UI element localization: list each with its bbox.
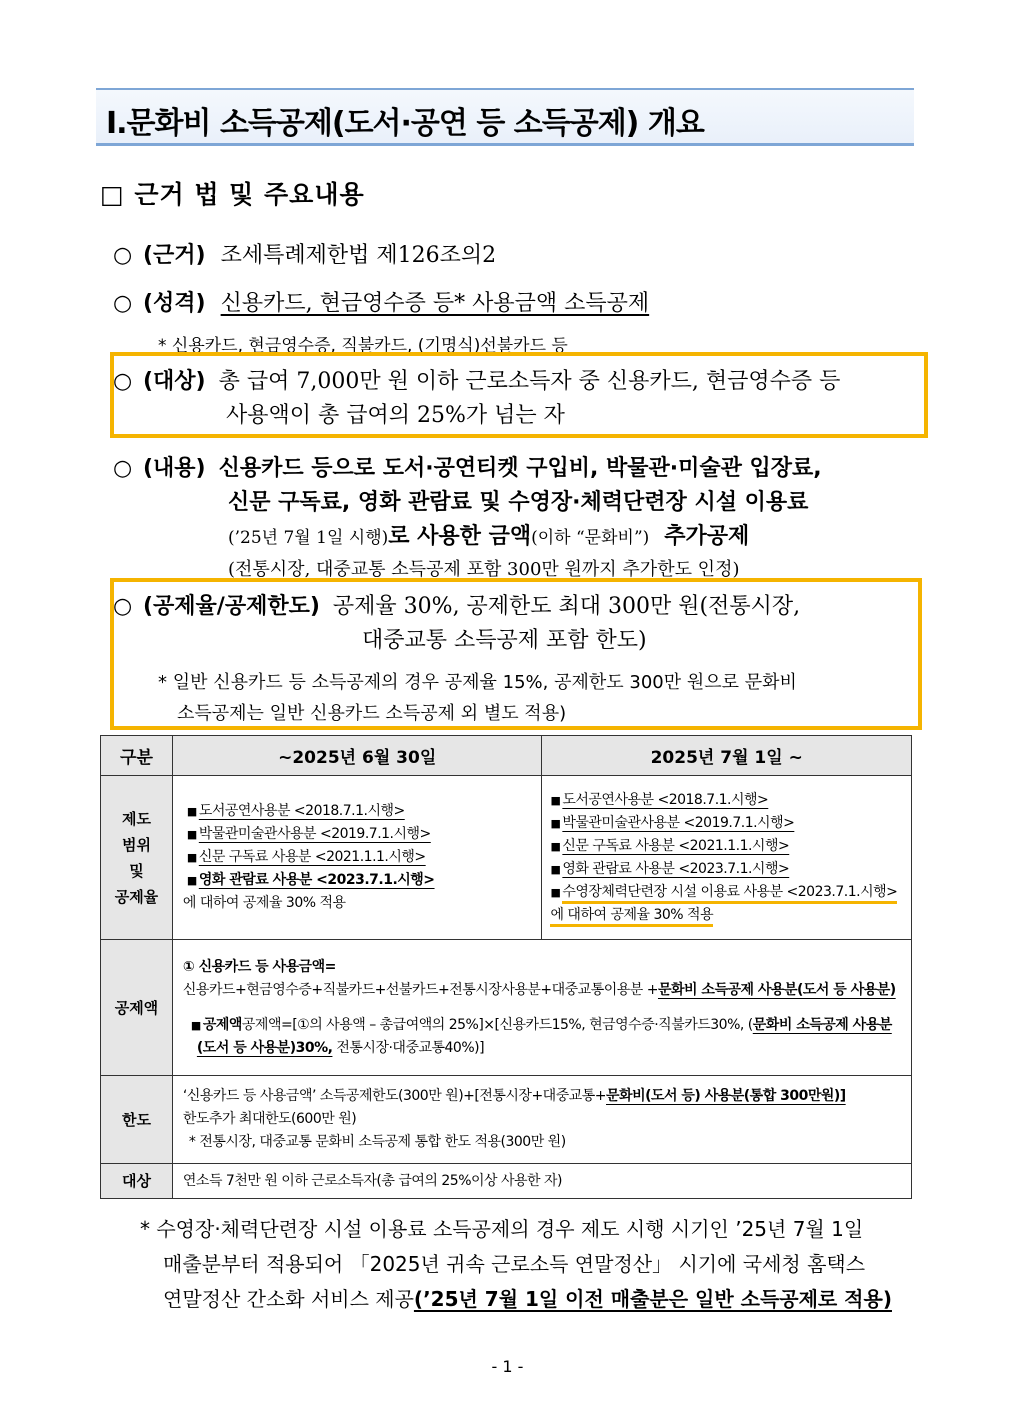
list-item: ■ 박물관미술관사용분 <2019.7.1.시행>: [186, 826, 431, 842]
bullet-marker: ○: [113, 243, 133, 268]
table-row-target: [101, 1164, 912, 1199]
basis-text: 조세특례제한법 제126조의2: [220, 243, 497, 268]
footnote-line2: 매출분부터 적용되어 「2025년 귀속 근로소득 연말정산」 시기에 국세청 홈택스: [163, 1252, 866, 1276]
list-item: ■ 수영장체력단련장 시설 이용료 사용분 <2023.7.1.시행>: [550, 881, 901, 904]
bullet-marker: ○: [113, 456, 133, 481]
bullet-marker: ○: [113, 594, 133, 619]
row-head-target: 대상: [101, 1164, 173, 1199]
content-line4: (전통시장, 대중교통 소득공제 포함 300만 원까지 추가한도 인정): [228, 559, 740, 580]
table-row-scope: [101, 776, 912, 940]
target-label: (대상): [143, 369, 206, 394]
table-header-row: [101, 736, 912, 776]
list-item: ■ 도서공연사용분 <2018.7.1.시행>: [550, 791, 769, 808]
basis-label: (근거): [143, 243, 206, 268]
target-line1: 총 급여 7,000만 원 이하 근로소득자 중 신용카드, 현금영수증 등: [218, 369, 841, 394]
scope-after-tail: 에 대하여 공제율 30% 적용: [550, 904, 901, 927]
bullet-marker: ○: [113, 369, 133, 394]
bullet-basis: [113, 238, 496, 269]
content-line2: 신문 구독료, 영화 관람료 및 수영장·체력단련장 시설 이용료: [228, 490, 809, 515]
footnote-line1: * 수영장·체력단련장 시설 이용료 소득공제의 경우 제도 시행 시기인 ’25년 7월 1일: [140, 1217, 864, 1241]
header-before: ~2025년 6월 30일: [172, 736, 542, 776]
target-cell: 연소득 7천만 원 이하 근로소득자(총 급여의 25%이상 사용한 자): [172, 1164, 911, 1199]
bullet-target: [113, 364, 840, 395]
nature-note: * 신용카드, 현금영수증, 직불카드, (기명식)선불카드 등: [158, 336, 568, 356]
table-row-amount: [101, 940, 912, 1076]
content-label: (내용): [143, 456, 206, 481]
bullet-rate: [113, 589, 800, 620]
title-bar: [96, 88, 914, 146]
header-after: 2025년 7월 1일 ~: [542, 736, 912, 776]
page-title: Ⅰ.문화비 소득공제(도서·공연 등 소득공제) 개요: [106, 106, 704, 141]
page-number: - 1 -: [491, 1357, 524, 1376]
content-line1: 신용카드 등으로 도서·공연티켓 구입비, 박물관·미술관 입장료,: [218, 456, 822, 481]
rate-line1: 공제율 30%, 공제한도 최대 300만 원(전통시장,: [332, 594, 801, 619]
bullet-marker: ○: [113, 291, 133, 316]
row-head-limit: 한도: [101, 1076, 173, 1164]
list-item: ■ 박물관미술관사용분 <2019.7.1.시행>: [550, 814, 795, 831]
amount-cell: ① 신용카드 등 사용금액= 신용카드+현금영수증+직불카드+선불카드+전통시장사용분+대중교통이용분 +문화비 소득공제 사용분(도서 등 사용분) ■ 공제액공제액=[①의 사용액 – 총급여액의 25%]×[신용카드15%, 현금영수증·직불카드30%, (문화비 소득공제 사용분 (도서 등 사용분)30%, 전통시장·대중교통40%)]: [172, 940, 911, 1076]
table-row-limit: [101, 1076, 912, 1164]
bullet-content: [113, 451, 822, 482]
row-head-scope: 제도 범위 및 공제율: [101, 776, 173, 940]
limit-cell: ‘신용카드 등 사용금액’ 소득공제한도(300만 원)+[전통시장+대중교통+문화비(도서 등) 사용분(통합 300만원)] 한도추가 최대한도(600만 원) * 전통시장, 대중교통 문화비 소득공제 통합 한도 적용(300만 원): [172, 1076, 911, 1164]
rate-note1: * 일반 신용카드 등 소득공제의 경우 공제율 15%, 공제한도 300만 원으로 문화비: [158, 672, 797, 693]
list-item: ■ 영화 관람료 사용분 <2023.7.1.시행>: [186, 872, 435, 888]
footnote-line3: 연말정산 간소화 서비스 제공(’25년 7월 1일 이전 매출분은 일반 소득공제로 적용): [163, 1287, 892, 1311]
list-item: ■ 도서공연사용분 <2018.7.1.시행>: [186, 803, 405, 819]
bullet-nature: [113, 286, 649, 317]
header-category: 구분: [101, 736, 173, 776]
list-item: ■ 신문 구독료 사용분 <2021.1.1.시행>: [550, 837, 790, 854]
rate-line2: 대중교통 소득공제 포함 한도): [362, 628, 647, 653]
target-line2: 사용액이 총 급여의 25%가 넘는 자: [226, 403, 565, 428]
scope-before-cell: ■ 도서공연사용분 <2018.7.1.시행> ■ 박물관미술관사용분 <2019.7.1.시행> ■ 신문 구독료 사용분 <2021.1.1.시행> ■ 영화 관람료 사용분 <2023.7.1.시행> 에 대하여 공제율 30% 적용: [172, 776, 542, 940]
section-heading: □ 근거 법 및 주요내용: [100, 180, 365, 209]
comparison-table: [100, 735, 912, 1199]
row-head-amount: 공제액: [101, 940, 173, 1076]
list-item: ■ 영화 관람료 사용분 <2023.7.1.시행>: [550, 860, 790, 877]
scope-after-cell: [542, 776, 912, 940]
list-item: ■ 신문 구독료 사용분 <2021.1.1.시행>: [186, 849, 426, 865]
rate-label: (공제율/공제한도): [143, 594, 320, 619]
rate-note2: 소득공제는 일반 신용카드 소득공제 외 별도 적용): [177, 703, 567, 724]
nature-label: (성격): [143, 291, 206, 316]
content-line3: (’25년 7월 1일 시행)로 사용한 금액(이하 “문화비”) 추가공제: [228, 524, 750, 549]
nature-text: 신용카드, 현금영수증 등* 사용금액 소득공제: [220, 291, 650, 316]
